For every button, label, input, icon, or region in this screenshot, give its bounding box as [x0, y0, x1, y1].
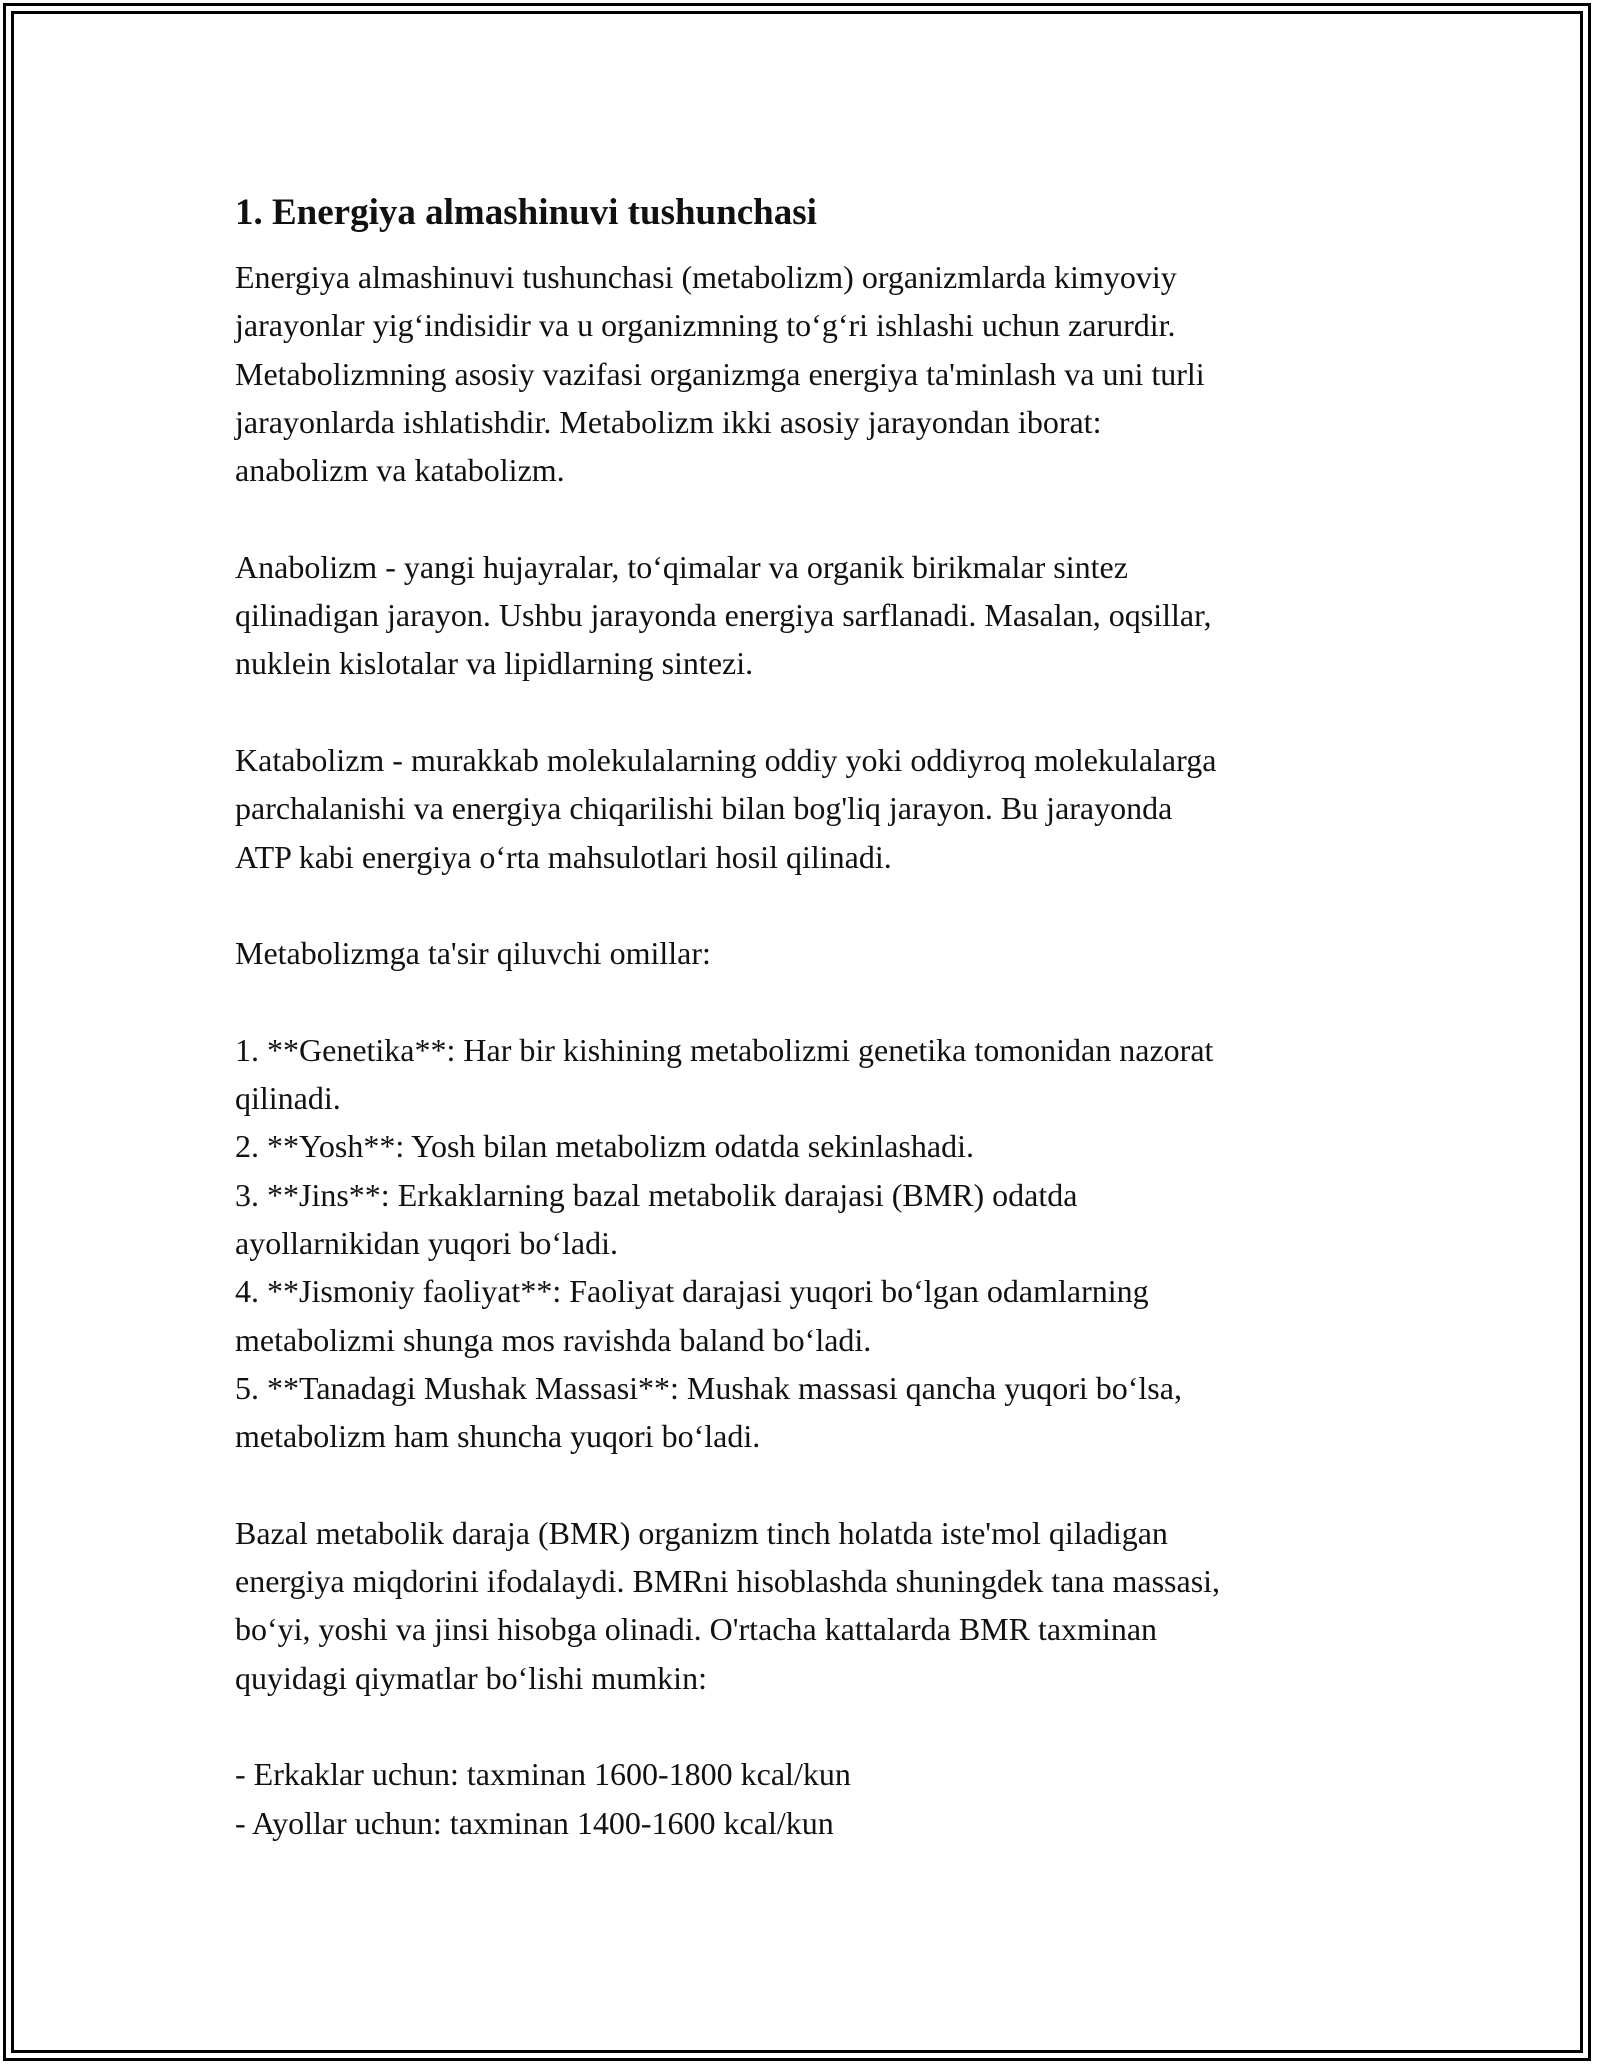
catabolism-paragraph — [235, 736, 1395, 881]
bmr-value-line: - Ayollar uchun: taxminan 1400-1600 kcal/kun — [235, 1804, 834, 1841]
bmr-value-line: - Erkaklar uchun: taxminan 1600-1800 kcal/kun — [235, 1756, 851, 1793]
bmr-line: Bazal metabolik daraja (BMR) organizm tinch holatda iste'mol qiladigan — [235, 1514, 1168, 1551]
catabolism-line: ATP kabi energiya o‘rta mahsulotlari hosil qilinadi. — [235, 838, 892, 875]
bmr-line: bo‘yi, yoshi va jinsi hisobga olinadi. O'rtacha kattalarda BMR taxminan — [235, 1611, 1158, 1648]
anabolism-paragraph — [235, 543, 1395, 688]
factors-list — [235, 1026, 1395, 1461]
factor-line: qilinadi. — [235, 1080, 341, 1117]
anabolism-line: nuklein kislotalar va lipidlarning sintezi. — [235, 645, 754, 682]
factors-heading — [235, 929, 1395, 977]
catabolism-line: Katabolizm - murakkab molekulalarning oddiy yoki oddiyroq molekulalarga — [235, 741, 1217, 778]
factor-line: 2. **Yosh**: Yosh bilan metabolizm odatda sekinlashadi. — [235, 1128, 974, 1165]
bmr-paragraph — [235, 1509, 1395, 1702]
document-body — [235, 185, 1395, 1895]
intro-line: jarayonlarda ishlatishdir. Metabolizm ikki asosiy jarayondan iborat: — [235, 403, 1102, 440]
intro-paragraph — [235, 253, 1395, 494]
factor-line: 1. **Genetika**: Har bir kishining metabolizmi genetika tomonidan nazorat — [235, 1031, 1214, 1068]
intro-line: Energiya almashinuvi tushunchasi (metabolizm) organizmlarda kimyoviy — [235, 259, 1177, 295]
bmr-line: quyidagi qiymatlar bo‘lishi mumkin: — [235, 1659, 707, 1696]
anabolism-line: Anabolizm - yangi hujayralar, to‘qimalar va organik birikmalar sintez — [235, 548, 1128, 585]
intro-line: jarayonlar yig‘indisidir va u organizmning to‘g‘ri ishlashi uchun zarurdir. — [235, 307, 1176, 344]
factor-line: 3. **Jins**: Erkaklarning bazal metabolik darajasi (BMR) odatda — [235, 1176, 1078, 1213]
factor-line: 5. **Tanadagi Mushak Massasi**: Mushak massasi qancha yuqori bo‘lsa, — [235, 1369, 1182, 1406]
intro-line: Metabolizmning asosiy vazifasi organizmga energiya ta'minlash va uni turli — [235, 355, 1205, 392]
factors-heading-text: Metabolizmga ta'sir qiluvchi omillar: — [235, 935, 711, 972]
factor-line: ayollarnikidan yuqori bo‘ladi. — [235, 1224, 619, 1261]
anabolism-line: qilinadigan jarayon. Ushbu jarayonda energiya sarflanadi. Masalan, oqsillar, — [235, 597, 1212, 634]
intro-line: anabolizm va katabolizm. — [235, 452, 565, 489]
document-title: 1. Energiya almashinuvi tushunchasi — [235, 192, 817, 233]
factor-line: metabolizm ham shuncha yuqori bo‘ladi. — [235, 1418, 761, 1455]
catabolism-line: parchalanishi va energiya chiqarilishi bilan bog'liq jarayon. Bu jarayonda — [235, 790, 1173, 827]
factor-line: metabolizmi shunga mos ravishda baland bo‘ladi. — [235, 1321, 872, 1358]
bmr-values-list — [235, 1750, 1395, 1847]
bmr-line: energiya miqdorini ifodalaydi. BMRni hisoblashda shuningdek tana massasi, — [235, 1563, 1221, 1600]
factor-line: 4. **Jismoniy faoliyat**: Faoliyat darajasi yuqori bo‘lgan odamlarning — [235, 1273, 1149, 1310]
